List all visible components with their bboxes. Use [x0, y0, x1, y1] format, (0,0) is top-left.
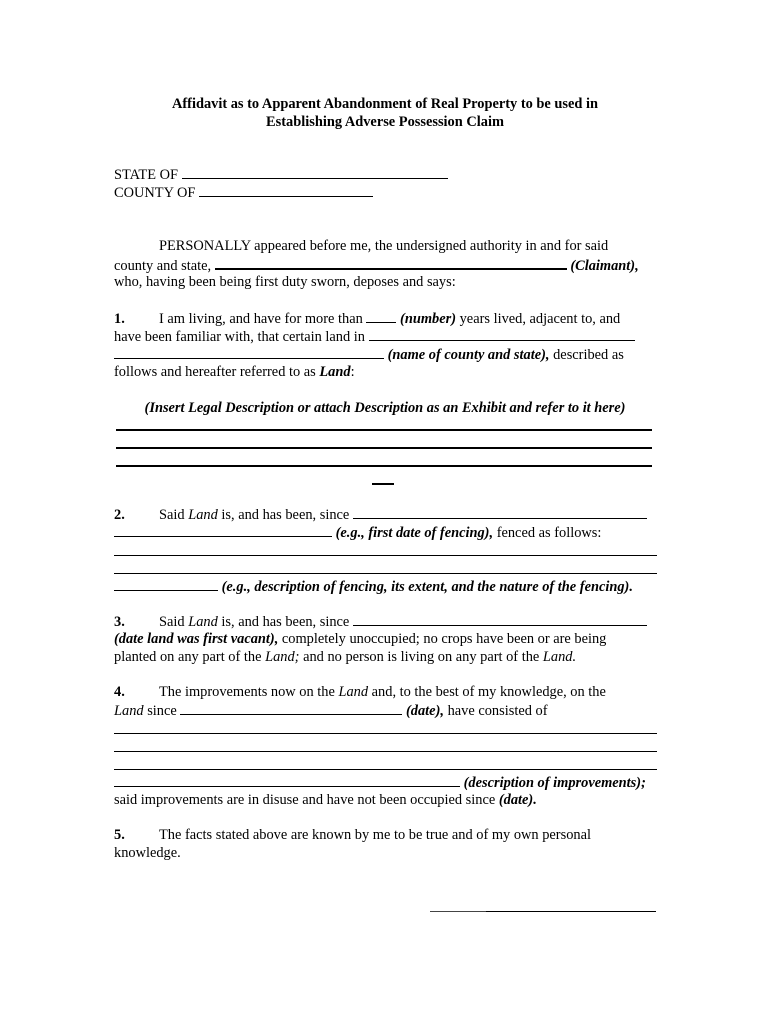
county-state-blank[interactable] — [114, 345, 384, 359]
p4-text-b: and, to the best of my knowledge, on the — [371, 684, 606, 700]
p1-land-term: Land — [319, 364, 351, 380]
occupied-date-label: (date). — [498, 792, 537, 808]
p3-line-3 — [114, 648, 576, 666]
p4-text-a: The improvements now on the — [159, 684, 335, 700]
improvements-date-label: (date), — [406, 703, 444, 719]
land-location-blank[interactable] — [369, 327, 635, 341]
claimant-blank[interactable] — [215, 255, 567, 270]
p1-text-line4: follows and hereafter referred to as — [114, 364, 316, 380]
p5-line-1 — [114, 826, 591, 844]
p2-line-5 — [114, 577, 633, 596]
state-label: STATE OF — [114, 167, 179, 183]
p1-line-2 — [114, 327, 635, 346]
p5-line-2: knowledge. — [114, 845, 181, 861]
p3-text-line2: completely unoccupied; no crops have been or are being — [281, 631, 607, 647]
county-state-label: (name of county and state), — [387, 347, 550, 363]
p4-disuse: said improvements are in disuse and have not been occupied since — [114, 792, 496, 808]
p1-line-1 — [114, 309, 620, 328]
state-blank[interactable] — [182, 165, 448, 179]
title-line-1: Affidavit as to Apparent Abandonment of Real Property to be used in — [171, 96, 598, 112]
improvements-line-3[interactable] — [114, 769, 657, 770]
legal-description-line-3[interactable] — [116, 465, 652, 467]
p4-line-6 — [114, 773, 646, 792]
years-blank[interactable] — [366, 309, 396, 323]
fencing-line-1[interactable] — [114, 555, 657, 556]
p3-text-line3-b: and no person is living on any part of the — [303, 649, 540, 665]
p1-line-4 — [114, 363, 355, 381]
p3-said: Said — [159, 614, 185, 630]
p3-land-term-3: Land. — [542, 649, 577, 665]
p3-text: is, and has been, since — [221, 614, 350, 630]
intro-line-3: who, having been being first duty sworn, deposes and says: — [114, 274, 456, 290]
p4-line-2 — [114, 701, 547, 720]
intro-line-1: PERSONALLY appeared before me, the undersigned authority in and for said — [159, 238, 609, 254]
improvements-line-1[interactable] — [114, 733, 657, 734]
p4-line-1 — [114, 683, 606, 701]
p4-consisted: have consisted of — [447, 703, 548, 719]
legal-description-instruction: (Insert Legal Description or attach Description as an Exhibit and refer to it here) — [144, 400, 626, 416]
p4-since: since — [147, 703, 177, 719]
p4-land-term-2: Land — [114, 703, 144, 719]
p1-number: 1. — [114, 311, 125, 327]
legal-description-line-2[interactable] — [116, 447, 652, 449]
p1-text-line2: have been familiar with, that certain land in — [114, 329, 365, 345]
legal-description-line-1[interactable] — [116, 429, 652, 431]
signature-line-left — [430, 911, 486, 912]
p2-line-1 — [114, 505, 647, 524]
p2-said: Said — [159, 507, 185, 523]
p3-land-term-2: Land; — [265, 649, 300, 665]
p1-line-3 — [114, 345, 624, 364]
intro-line-2 — [114, 255, 639, 275]
fencing-description-blank[interactable] — [114, 577, 218, 591]
county-line — [114, 183, 373, 202]
document-title — [0, 95, 770, 131]
legal-description-line-4[interactable] — [372, 483, 394, 485]
improvements-description-label: (description of improvements); — [463, 775, 646, 791]
p5-number: 5. — [114, 827, 125, 843]
fencing-date-blank-b[interactable] — [114, 523, 332, 537]
intro-county-state: county and state, — [114, 258, 212, 274]
p2-line-2 — [114, 523, 601, 542]
state-line — [114, 165, 448, 184]
p3-text-line3-a: planted on any part of the — [114, 649, 262, 665]
p1-text-b: years lived, adjacent to, and — [459, 311, 621, 327]
fencing-description-label: (e.g., description of fencing, its extent, and the nature of the fencing). — [221, 579, 633, 595]
fencing-date-blank-a[interactable] — [353, 505, 647, 519]
improvements-line-2[interactable] — [114, 751, 657, 752]
improvements-description-blank[interactable] — [114, 773, 460, 787]
p2-text: is, and has been, since — [221, 507, 350, 523]
claimant-label: (Claimant), — [570, 258, 639, 274]
p4-land-term: Land — [338, 684, 369, 700]
p2-fenced: fenced as follows: — [496, 525, 602, 541]
title-line-2: Establishing Adverse Possession Claim — [266, 114, 504, 130]
p1-colon: : — [350, 364, 355, 380]
p2-number: 2. — [114, 507, 125, 523]
improvements-date-blank[interactable] — [180, 701, 402, 715]
p3-land-term: Land — [188, 614, 218, 630]
p1-text-a: I am living, and have for more than — [159, 311, 363, 327]
p1-text-c: described as — [553, 347, 624, 363]
county-label: COUNTY OF — [114, 185, 196, 201]
p3-number: 3. — [114, 614, 125, 630]
p3-line-2 — [114, 630, 606, 648]
p4-number: 4. — [114, 684, 125, 700]
vacant-date-label: (date land was first vacant), — [114, 631, 279, 647]
p2-land-term: Land — [188, 507, 218, 523]
p5-text: The facts stated above are known by me to be true and of my own personal — [159, 827, 591, 843]
fencing-line-2[interactable] — [114, 573, 657, 574]
signature-line[interactable] — [486, 911, 656, 912]
fencing-date-label: (e.g., first date of fencing), — [335, 525, 494, 541]
p1-number-label: (number) — [400, 311, 456, 327]
county-blank[interactable] — [199, 183, 373, 197]
p4-line-7 — [114, 791, 537, 809]
vacant-date-blank[interactable] — [353, 612, 647, 626]
p3-line-1 — [114, 612, 647, 631]
